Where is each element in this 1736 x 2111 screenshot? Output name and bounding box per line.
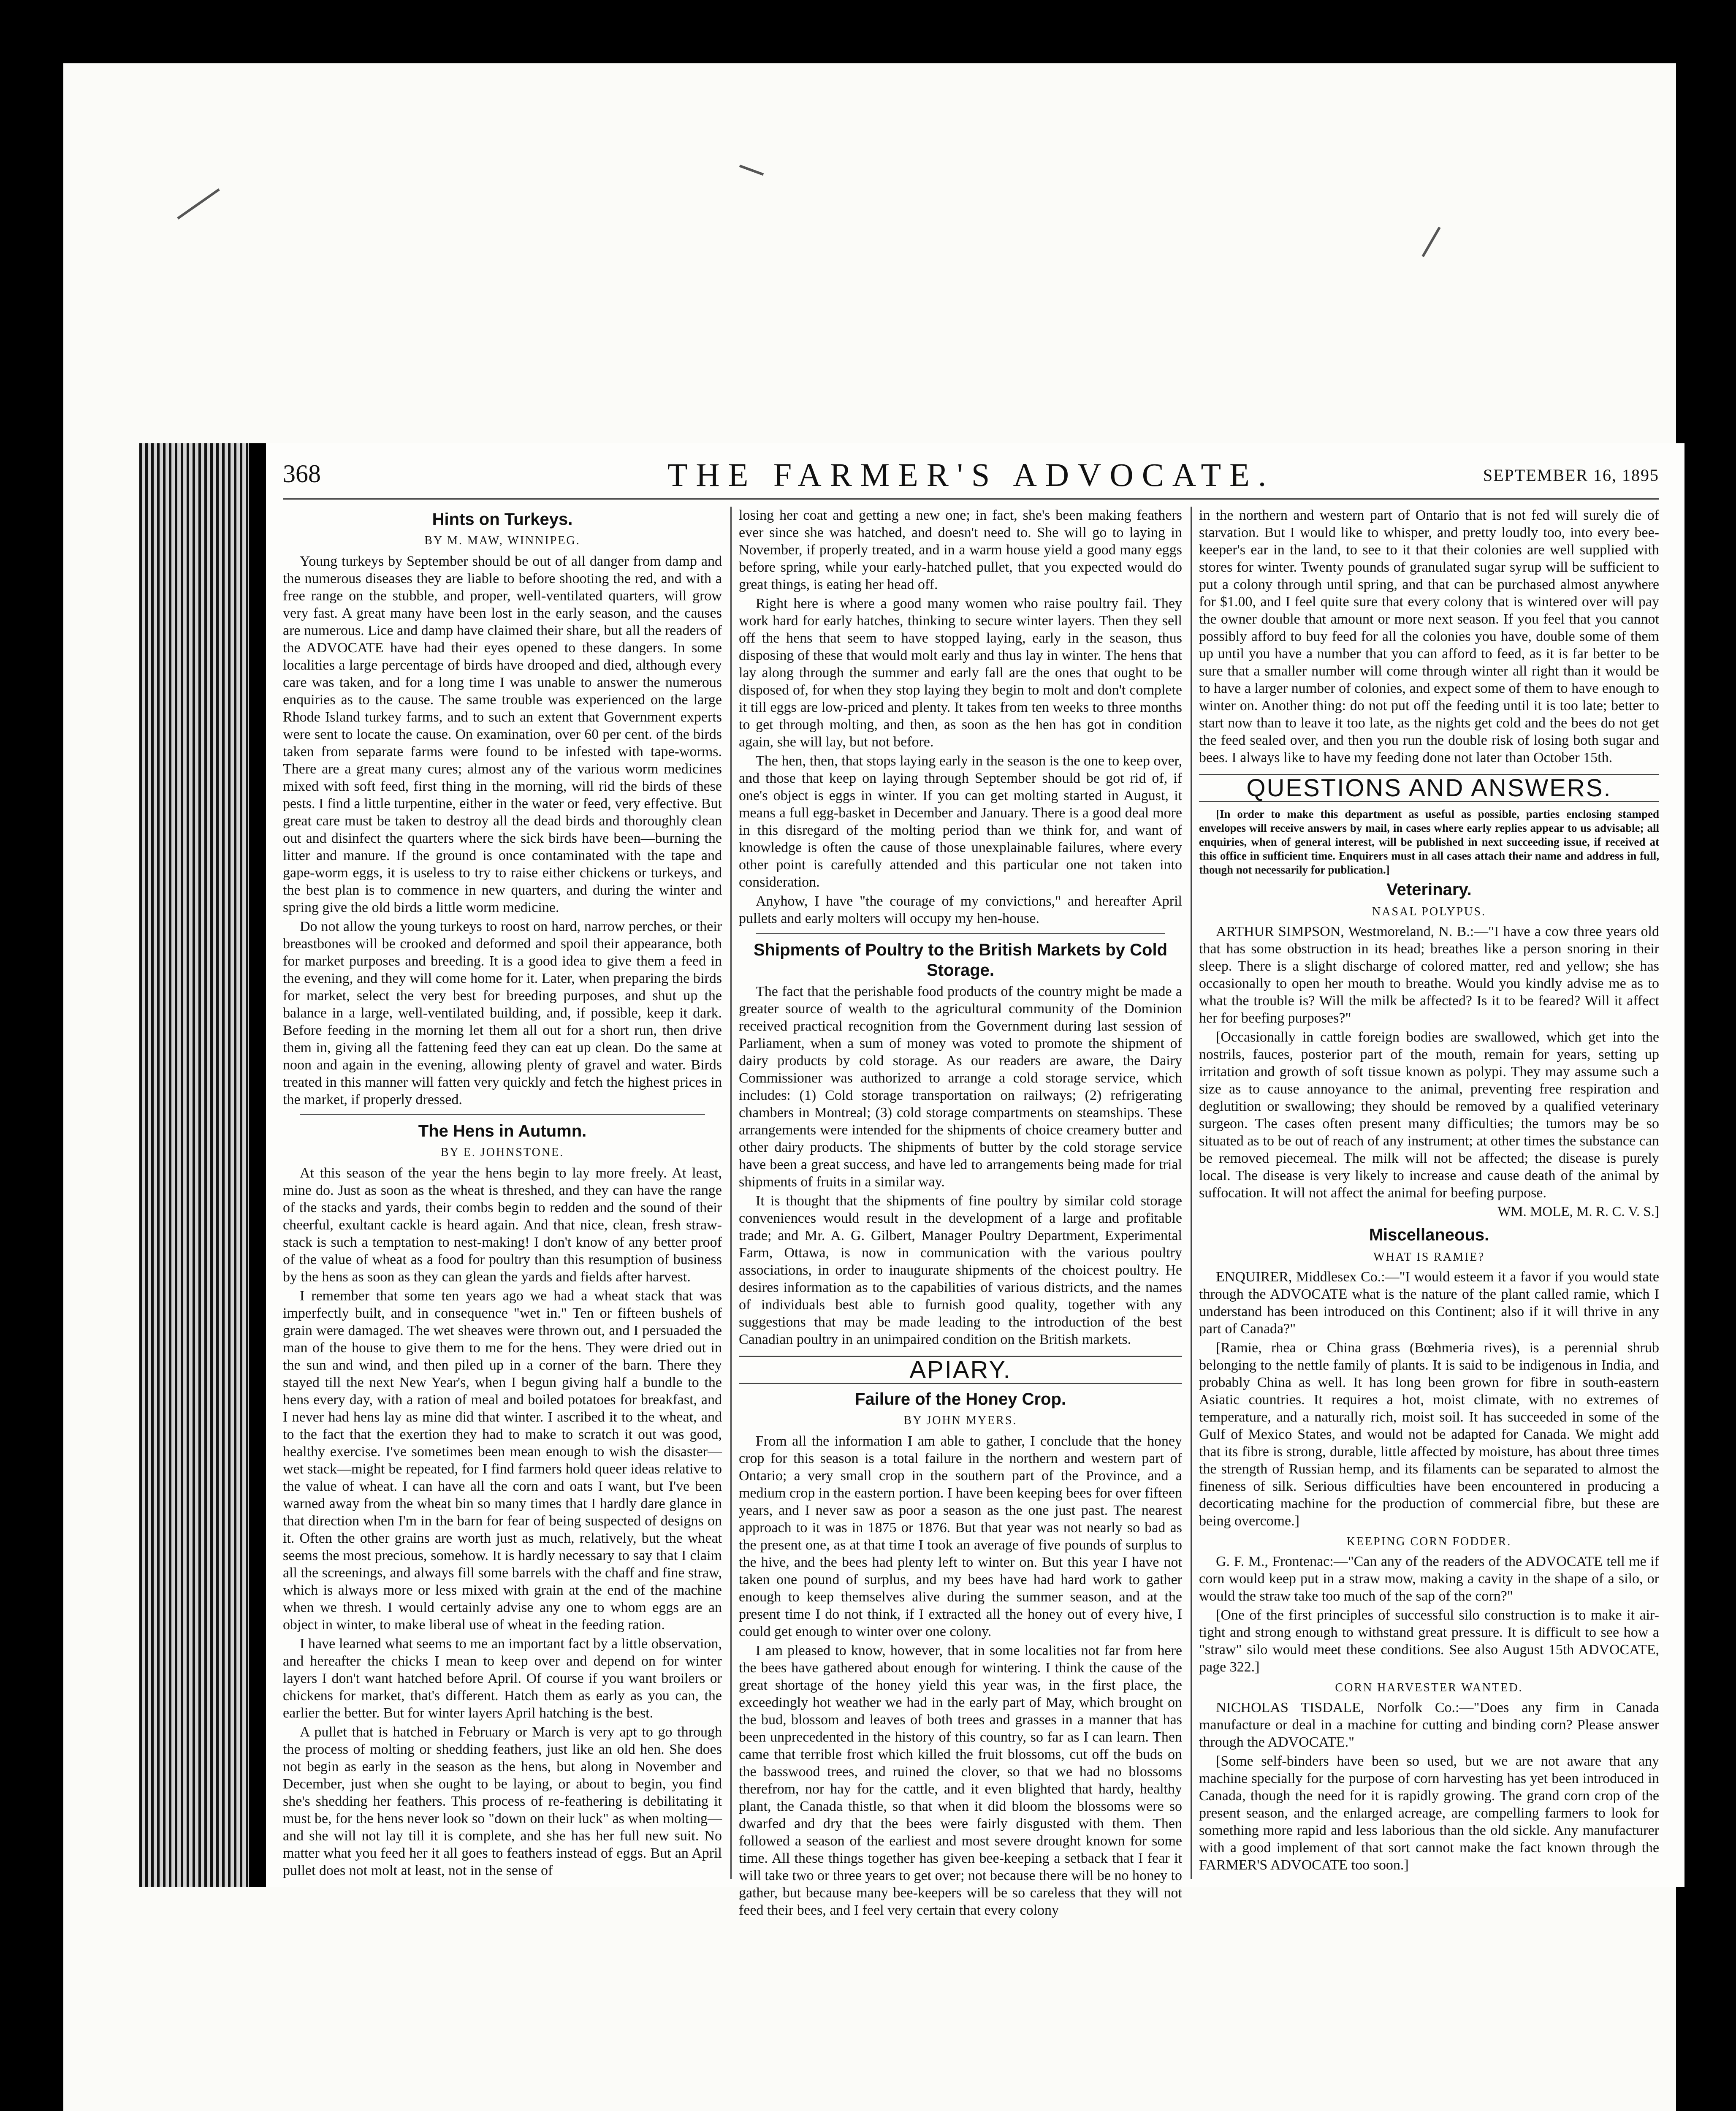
answer: [Ramie, rhea or China grass (Bœhmeria rives), is a perennial shrub belonging to the nettle family of plants. It is said to be indigenous in India, and probably China as well. It has long been grown for fibre in south-eastern Asiatic countries. It requires a hot, moist climate, with no extremes of temperature, and a naturally rich, moist soil. It has succeeded in some of the Gulf of Mexico States, and would not be adapted for Canada. We might add that its fibre is strong, durable, little affected by moisture, has about three times the strength of Russian hemp, and its filaments can be separated to almost the fineness of silk. Serious difficulties have been encountered in producing a decorticating machine for the production of commercial fibre, but these are being overcome.] (1199, 1340, 1659, 1529)
divider (756, 933, 1165, 934)
paragraph: The hen, then, that stops laying early in the season is the one to keep over, and those that keep on laying through September should be got rid of, if one's object is eggs in winter. If you can get molting started in August, it means a full egg-basket in December and January. There is a good deal more in this disregard of the molting period than we think for, and want of knowledge is often the cause of those unexplainable failures, where every other point is carefully attended and this particular one not taken into consideration. (739, 753, 1182, 890)
column-2 (739, 507, 1182, 1918)
article-title: Failure of the Honey Crop. (854, 1390, 1066, 1408)
issue-date: SEPTEMBER 16, 1895 (1483, 466, 1659, 485)
article-title: Shipments of Poultry to the British Markets by Cold Storage. (753, 941, 1168, 980)
department-heading: QUESTIONS AND ANSWERS. (1199, 774, 1659, 802)
paragraph: The fact that the perishable food products of the country might be made a greater source of wealth to the agricultural community of the Dominion received practical recognition from the Government during last session of Parliament, when a sum of money was voted to promote the shipment of dairy products by cold storage. As our readers are aware, the Dairy Commissioner was authorized to arrange a cold storage service, which includes: (1) Cold storage transportation on railways; (2) refrigerating chambers in Montreal; (3) cold storage compartments on steamships. These arrangements were intended for the shipments of choice creamery butter and other dairy products. The shipments of butter by the cold storage service have been a great success, and have led to arrangements being made for trial shipments of fruits in a similar way. (739, 984, 1182, 1190)
book-binding-edge (139, 443, 258, 1887)
scan-mark (1421, 227, 1440, 257)
divider (300, 1114, 705, 1115)
answer: [Occasionally in cattle foreign bodies are swallowed, which get into the nostrils, fauces, posterior part of the mouth, remain for years, setting up irritation and growth of soft tissue known as polypi. They may assume such a size as to cause annoyance to the animal, preventing free respiration and deglutition or swallowing; they should be removed by a qualified veterinary surgeon. The cases often present many difficulties; the tumors may be so situated as to be out of reach of any instrument; at other times the substance can be removed piecemeal. The milk will not be affected; the disease is purely local. The disease is very likely to increase and cause death of the animal by suffocation. It will not affect the animal for beefing purpose. (1199, 1029, 1659, 1201)
article-byline: BY E. JOHNSTONE. (440, 1146, 564, 1159)
paragraph: At this season of the year the hens begin to lay more freely. At least, mine do. Just as soon as the wheat is threshed, and they can have the range of the stacks and yards, their combs begin to redden and the sound of their cheerful, exultant cackle is heard again. And that nice, clean, fresh straw-stack is such a temptation to nest-making! I don't know of any better proof of the value of wheat as a food for poultry than this resumption of business by the hens as soon as they can glean the yards and fields after harvest. (283, 1165, 722, 1285)
answer-signature: WM. MOLE, M. R. C. V. S.] (1497, 1204, 1659, 1219)
gutter-shadow (249, 443, 266, 1887)
article-byline: BY JOHN MYERS. (903, 1414, 1017, 1427)
column-3 (1199, 507, 1659, 1879)
column-1 (283, 507, 722, 1879)
answer: [One of the first principles of successful silo construction is to make it air-tight and strong enough to withstand great pressure. It is difficult to see how a "straw" silo would meet these conditions. See also August 15th ADVOCATE, page 322.] (1199, 1607, 1659, 1675)
publication-title: THE FARMER'S ADVOCATE. (667, 456, 1275, 493)
section-title: Miscellaneous. (1369, 1226, 1489, 1244)
paragraph: in the northern and western part of Ontario that is not fed will surely die of starvation. But I would like to whisper, and pretty loudly too, into every bee-keeper's ear in the land, to see to it that their colonies are well supplied with stores for winter. Twenty pounds of granulated sugar syrup will be sufficient to put a colony through until spring, and that can be purchased almost anywhere for $1.00, and I feel quite sure that every colony that is wintered over will pay the owner double that amount or more next season. If you feel that you cannot possibly afford to buy feed for all the colonies you have, double some of them up until you have a number that you can afford to feed, as it is far better to be sure that a smaller number will come through winter all right than it would be to have a larger number of colonies, and expect some of them to have enough to winter on. Another thing: do not put off the feeding until it is too late; better to start now than to leave it too late, as the nights get cold and the bees do not get the feed sealed over, and then you run the double risk of losing both sugar and bees. I always like to have my feeding done not later than October 15th. (1199, 507, 1659, 765)
article-byline: BY M. MAW, WINNIPEG. (424, 534, 580, 547)
paragraph: It is thought that the shipments of fine poultry by similar cold storage conveniences would result in the development of a large and profitable trade; and Mr. A. G. Gilbert, Manager Poultry Department, Experimental Farm, Ottawa, is now in communication with the various poultry associations, in order to inaugurate shipments of the choicest poultry. He desires information as to the capabilities of various districts, and the names of individuals best able to furnish good quality, together with any suggestions that may be made leading to the introduction of the best Canadian poultry in an unimpaired condition on the British markets. (739, 1193, 1182, 1347)
paragraph: Right here is where a good many women who raise poultry fail. They work hard for early hatches, thinking to secure winter layers. Then they sell off the hens that seem to have stopped laying, early in the season, thus disposing of these that would molt early and thus lay in winter. The hens that lay along through the summer and early fall are the ones that ought to be disposed of, for when they stop laying they begin to molt and don't complete it till eggs are low-priced and plenty. It takes from ten weeks to three months to get through molting, and then, as soon as the hen has got in condition again, she will lay, but not before. (739, 596, 1182, 750)
department-heading: APIARY. (739, 1356, 1182, 1384)
paragraph: From all the information I am able to gather, I conclude that the honey crop for this season is a total failure in the northern and western part of Ontario; a very small crop in the southern part of the Province, and a medium crop in the eastern portion. I have been keeping bees for over fifteen years, and I never saw as poor a season as the one just past. The nearest approach to it was in 1875 or 1876. But that year was not nearly so bad as the present one, as at that time I took an average of five pounds of surplus to the hive, and the bees had plenty left to winter on. But this year I have not taken one pound of surplus, and my bees have had hard work to gather enough to keep themselves alive during the summer season, and at the present time I do not think, if I extracted all the honey out of every hive, I could get enough to winter over one colony. (739, 1433, 1182, 1639)
paragraph: Anyhow, I have "the courage of my convictions," and hereafter April pullets and early molters will occupy my hen-house. (739, 893, 1182, 926)
masthead (283, 456, 1659, 500)
scanned-sheet (63, 63, 1676, 2111)
column-rule (1191, 507, 1192, 1879)
question: ENQUIRER, Middlesex Co.:—"I would esteem it a favor if you would state through the ADVOCATE what is the nature of the plant called ramie, which I understand has been introduced on this Continent; also if it will thrive in any part of Canada?" (1199, 1269, 1659, 1337)
paragraph: Young turkeys by September should be out of all danger from damp and the numerous diseases they are liable to before shooting the red, and with a free range on the stubble, and proper, well-ventilated quarters, will grow very fast. A great many have been lost in the early season, and the causes are numerous. Lice and damp have claimed their share, but all the readers of the ADVOCATE have had their eyes opened to these dangers. In some localities a large percentage of birds have drooped and died, although every care was taken, and for a long time I was unable to answer the numerous enquiries as to the cause. The same trouble was experienced on the large Rhode Island turkey farms, and to such an extent that Government experts were sent to locate the cause. On examination, over 60 per cent. of the birds taken from separate farms were found to be infested with tape-worms. There are a great many cures; almost any of the various worm medicines mixed with soft feed, first thing in the morning, will rid the birds of these pests. I find a little turpentine, either in the water or feed, very effective. But great care must be taken to destroy all the dead birds and thoroughly clean out and disinfect the quarters where the sick birds have been—burning the litter and manure. If the ground is once contaminated with the tape and gape-worm eggs, it is useless to try to raise either chickens or turkeys, and the best plan is to commence in new quarters, and during the winter and spring give the old birds a little worm medicine. (283, 554, 722, 915)
question-topic: NASAL POLYPUS. (1372, 905, 1486, 918)
column-rule (730, 507, 732, 1879)
paragraph: I remember that some ten years ago we had a wheat stack that was imperfectly built, and in consequence "wet in." Ten or fifteen bushels of grain were damaged. The wet sheaves were thrown out, and I persuaded the man of the house to give them to me for the hens. They were dried out in the sun and wind, and then piled up in a corner of the barn. There they stayed till the next New Year's, when I begun giving half a bundle to the hens every day, with a ration of meal and boiled potatoes for breakfast, and I never had hens lay as mine did that winter. I ascribed it to the wheat, and to the fact that the exertion they had to make to scratch it out was good, healthy exercise. I've sometimes been mean enough to wish the disaster—wet stack—might be repeated, for I find farmers hold queer ideas relative to the value of wheat. I can have all the corn and oats I want, but I've been warned away from the wheat bin so many times that I hardly dare glance in that direction when I'm in the barn for fear of being suspected of designs on it. Often the other grains are worth just as much, relatively, but the wheat seems the most precious, somehow. It is hardly necessary to say that I claim all the screenings, and always fill some barrels with the chaff and fine straw, which is always more or less mixed with grain at the end of the machine when we thresh. I would certainly advise any one to whom eggs are an object in winter, to make liberal use of wheat in the feeding ration. (283, 1288, 722, 1633)
article-title: The Hens in Autumn. (418, 1122, 587, 1140)
article-title: Hints on Turkeys. (432, 510, 573, 529)
page-number: 368 (283, 460, 321, 488)
answer: [Some self-binders have been so used, but we are not aware that any machine specially for the purpose of corn harvesting has yet been introduced in Canada, though the need for it is rapidly growing. The grand corn crop of the present season, and the enlarged acreage, are compelling farmers to look for something more rapid and less laborious than the old sickle. Any manufacturer with a good implement of that sort cannot make the fact known through the FARMER'S ADVOCATE too soon.] (1199, 1753, 1659, 1873)
paragraph: Do not allow the young turkeys to roost on hard, narrow perches, or their breastbones will be crooked and deformed and spoil their appearance, both for market purposes and breeding. It is a good idea to give them a feed in the evening, and they will come home for it. Later, when preparing the birds for market, select the very best for breeding purposes, and shut up the balance in a large, well-ventilated building, and, if possible, keep it dark. Before feeding in the morning let them all out for a short run, then drive them in, giving all the fattening feed they can eat up clean. Do the same at noon and again in the evening, allowing plenty of gravel and water. Birds treated in this manner will fatten very quickly and fetch the highest prices in the market, if properly dressed. (283, 919, 722, 1107)
paragraph: A pullet that is hatched in February or March is very apt to go through the process of molting or shedding feathers, just like an old hen. She does not begin as early in the season as the hens, but along in November and December, just when she ought to be laying, or about to begin, you find she's shedding her feathers. This process of re-feathering is debilitating it must be, for the hens never look so "down on their luck" as when molting—and she will not lay till it is complete, and she has her full new suit. No matter what you feed her it all goes to feathers instead of eggs. But an April pullet does not molt at least, not in the sense of (283, 1724, 722, 1878)
department-notice: [In order to make this department as useful as possible, parties enclosing stamped envelopes will receive answers by mail, in cases where early replies appear to us advisable; all enquiries, when of general interest, will be published in next succeeding issue, if received at this office in sufficient time. Enquirers must in all cases attach their name and address in full, though not necessarily for publication.] (1199, 808, 1659, 876)
section-title: Veterinary. (1386, 880, 1472, 899)
paragraph: I am pleased to know, however, that in some localities not far from here the bees have gathered about enough for wintering. I think the cause of the great shortage of the honey yield this year was, in the first place, the exceedingly hot weather we had in the early part of May, which brought on the bud, blossom and leaves of both trees and grasses in a manner that has been unprecedented in the history of this country, so far as I can learn. Then came that terrible frost which killed the fruit blossoms, cut off the buds on the basswood trees, and ruined the clover, so that we had no blossoms therefrom, nor hay for the cattle, and it even blighted that hardy, healthy plant, the Canada thistle, so that when it did bloom the blossoms were so dwarfed and dry that the bees were fairly disgusted with them. Then followed a season of the earliest and most severe drought known for some time. All these things together has given bee-keeping a setback that I fear it will take two or three years to get over; not because there will be no honey to gather, but because many bee-keepers will be so careless that they will not feed their bees, and I feel very certain that every colony (739, 1643, 1182, 1918)
question: ARTHUR SIMPSON, Westmoreland, N. B.:—"I have a cow three years old that has some obstruction in its head; breathes like a person snoring in their sleep. There is a slight discharge of colored matter, red and yellow; she has occasionally to open her mouth to breathe. Would you kindly advise me as to what the trouble is? Will the milk be affected? Is it to be feared? Will it affect her for beefing purposes?" (1199, 924, 1659, 1026)
paragraph: I have learned what seems to me an important fact by a little observation, and hereafter the chicks I mean to keep over and depend on for winter layers I don't want hatched before April. Of course if you want broilers or chickens for market, that's different. Hatch them as early as you can, the earlier the better. But for winter layers April hatching is the best. (283, 1636, 722, 1721)
scan-mark (739, 165, 764, 176)
question: G. F. M., Frontenac:—"Can any of the readers of the ADVOCATE tell me if corn would keep put in a straw mow, making a cavity in the shape of a silo, or would the straw take too much of the sap of the corn?" (1199, 1554, 1659, 1604)
question-topic: WHAT IS RAMIE? (1373, 1251, 1485, 1264)
paragraph: losing her coat and getting a new one; in fact, she's been making feathers ever since she was hatched, and doesn't need to. She will go to laying in November, if properly treated, and in a warm house yield a good many eggs before spring, while your early-hatched pullet, that you expected would do great things, is eating her head off. (739, 507, 1182, 592)
question-topic: KEEPING CORN FODDER. (1346, 1535, 1512, 1548)
question: NICHOLAS TISDALE, Norfolk Co.:—"Does any firm in Canada manufacture or deal in a machine for cutting and binding corn? Please answer through the ADVOCATE." (1199, 1700, 1659, 1750)
scan-mark (177, 188, 220, 220)
question-topic: CORN HARVESTER WANTED. (1335, 1681, 1523, 1694)
newspaper-page (266, 443, 1684, 1918)
